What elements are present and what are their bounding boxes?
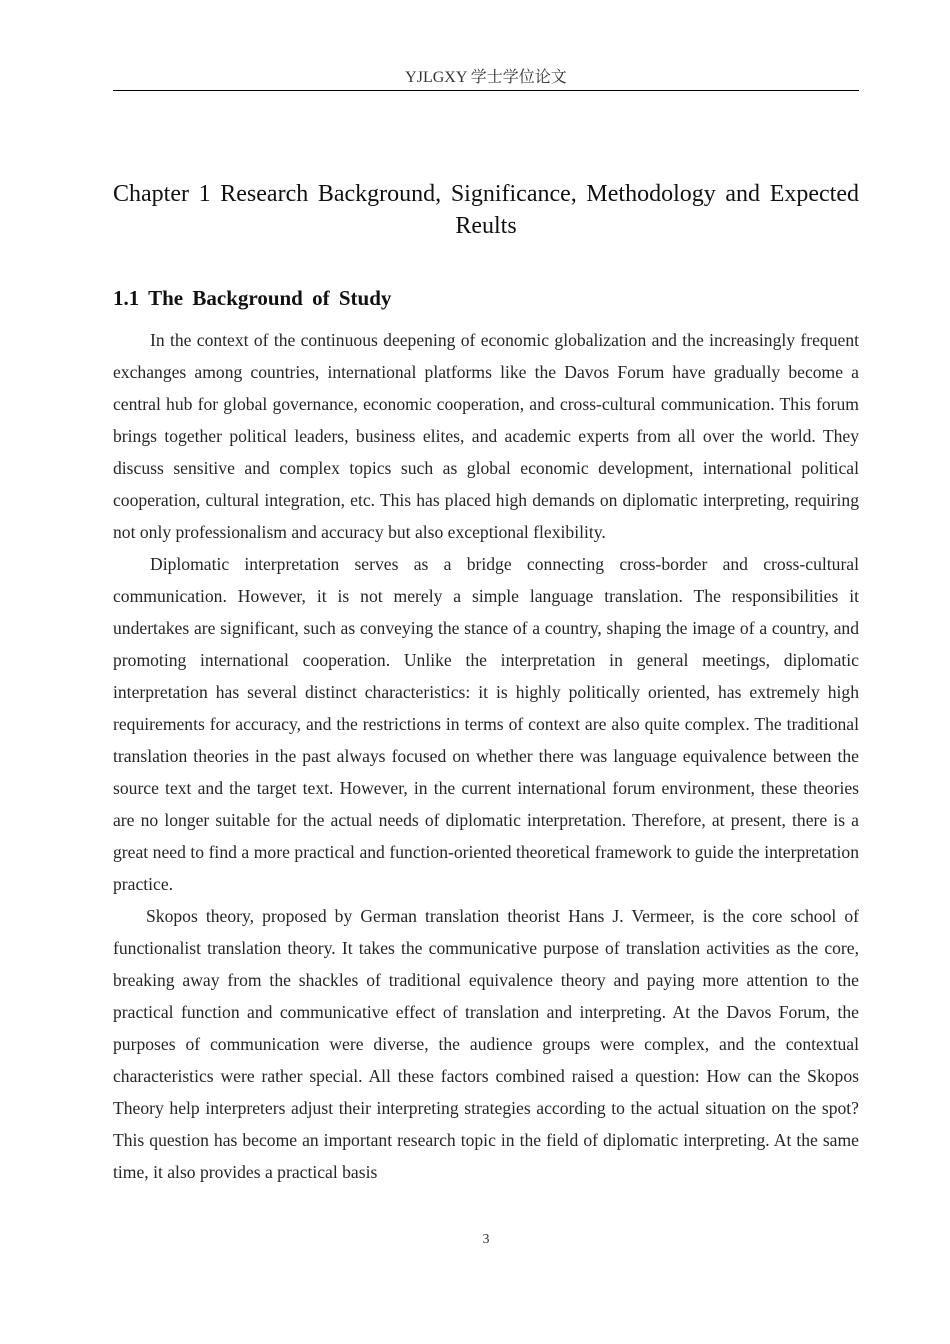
page-number: 3 bbox=[482, 1232, 490, 1247]
section-heading: 1.1 The Background of Study bbox=[113, 286, 392, 310]
header-divider bbox=[113, 90, 859, 91]
running-header: YJLGXY 学士学位论文 bbox=[405, 69, 567, 86]
paragraph: In the context of the continuous deepening of economic globalization and the increasingly frequent exchanges among countries, international platforms like the Davos Forum have gradually become a central hub for global governance, economic cooperation, and cross-cultural communication. This forum brings together political leaders, business elites, and academic experts from all over the world. They discuss sensitive and complex topics such as global economic development, international political cooperation, cultural integration, etc. This has placed high demands on diplomatic interpreting, requiring not only professionalism and accuracy but also exceptional flexibility. bbox=[113, 330, 859, 542]
body-text bbox=[113, 324, 859, 1188]
chapter-title: Chapter 1 Research Background, Significance, Methodology and Expected Reults bbox=[113, 181, 859, 239]
paragraph: Diplomatic interpretation serves as a bridge connecting cross-border and cross-cultural communication. However, it is not merely a simple language translation. The responsibilities it undertakes are significant, such as conveying the stance of a country, shaping the image of a country, and promoting international cooperation. Unlike the interpretation in general meetings, diplomatic interpretation has several distinct characteristics: it is highly politically oriented, has extremely high requirements for accuracy, and the restrictions in terms of context are also quite complex. The traditional translation theories in the past always focused on whether there was language equivalence between the source text and the target text. However, in the current international forum environment, these theories are no longer suitable for the actual needs of diplomatic interpretation. Therefore, at present, there is a great need to find a more practical and function-oriented theoretical framework to guide the interpretation practice. bbox=[113, 554, 859, 894]
paragraph: Skopos theory, proposed by German translation theorist Hans J. Vermeer, is the core school of functionalist translation theory. It takes the communicative purpose of translation activities as the core, breaking away from the shackles of traditional equivalence theory and paying more attention to the practical function and communicative effect of translation and interpreting. At the Davos Forum, the purposes of communication were diverse, the audience groups were complex, and the contextual characteristics were rather special. All these factors combined raised a question: How can the Skopos Theory help interpreters adjust their interpreting strategies according to the actual situation on the spot? This question has become an important research topic in the field of diplomatic interpreting. At the same time, it also provides a practical basis bbox=[113, 906, 859, 1182]
